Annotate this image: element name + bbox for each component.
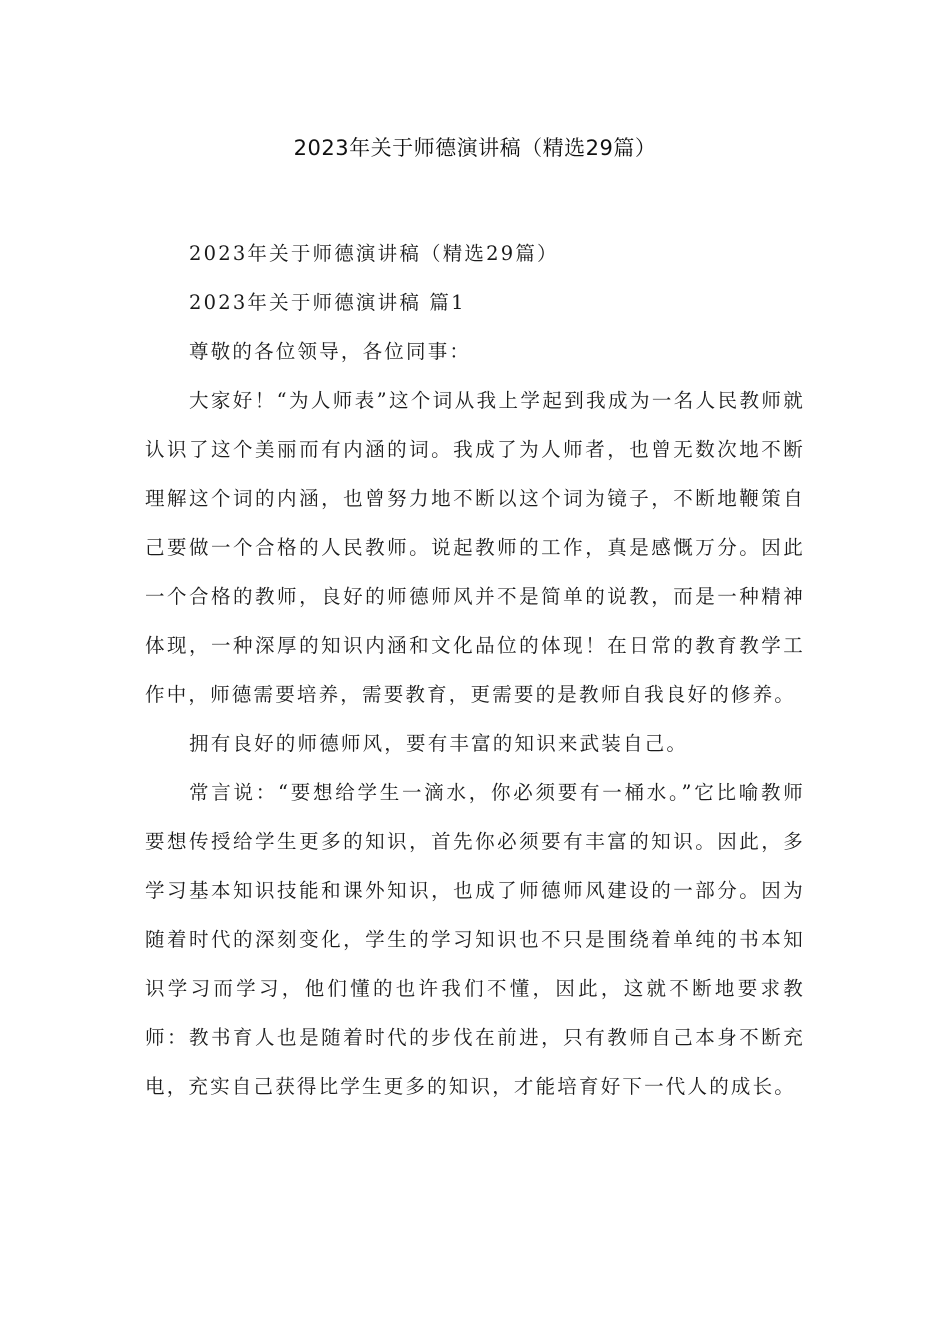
section-heading: 2023年关于师德演讲稿 篇1 <box>189 291 466 314</box>
body-paragraph: 大家好！“为人师表”这个词从我上学起到我成为一名人民教师就认识了这个美丽而有内涵的词。我成了为人师者，也曾无数次地不断理解这个词的内涵，也曾努力地不断以这个词为镜子，不断地鞭策自己要做一个合格的人民教师。说起教师的工作，真是感慨万分。因此一个合格的教师，良好的师德师风并不是简单的说教，而是一种精神体现，一种深厚的知识内涵和文化品位的体现！在日常的教育教学工作中，师德需要培养，需要教育，更需要的是教师自我良好的修养。 <box>145 389 805 706</box>
body-paragraph: 拥有良好的师德师风，要有丰富的知识来武装自己。 <box>189 732 689 755</box>
document-title: 2023年关于师德演讲稿（精选29篇） <box>293 136 657 160</box>
salutation: 尊敬的各位领导，各位同事： <box>189 340 472 363</box>
document-body <box>145 229 805 1111</box>
body-paragraph: 常言说：“要想给学生一滴水，你必须要有一桶水。”它比喻教师要想传授给学生更多的知识，首先你必须要有丰富的知识。因此，多学习基本知识技能和课外知识，也成了师德师风建设的一部分。因为随着时代的深刻变化，学生的学习知识也不只是围绕着单纯的书本知识学习而学习，他们懂的也许我们不懂，因此，这就不断地要求教师：教书育人也是随着时代的步伐在前进，只有教师自己本身不断充电，充实自己获得比学生更多的知识，才能培育好下一代人的成长。 <box>145 781 805 1098</box>
paragraph-heading-repeat: 2023年关于师德演讲稿（精选29篇） <box>189 242 559 265</box>
